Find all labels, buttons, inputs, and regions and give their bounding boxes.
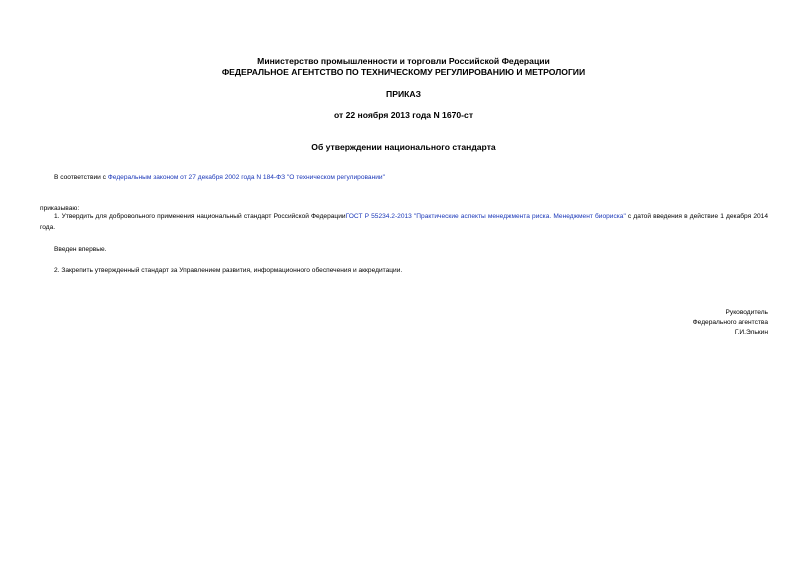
gost-standard-link[interactable]: ГОСТ Р 55234.2-2013 "Практические аспекты менеджмента риска. Менеджмент биориска" [345,213,626,220]
item-1-prefix: 1. Утвердить для добровольного применения национальный стандарт Российской Федерации [54,213,346,220]
ministry-title: Министерство промышленности и торговли Российской Федерации [257,56,550,66]
document-type: ПРИКАЗ [386,89,421,99]
item-1-paragraph [40,212,768,233]
signature-position-line-2: Федерального агентства [692,319,768,326]
signature-name: Г.И.Элькин [734,329,768,336]
agency-title: ФЕДЕРАЛЬНОЕ АГЕНТСТВО ПО ТЕХНИЧЕСКОМУ РЕГУЛИРОВАНИЮ И МЕТРОЛОГИИ [221,67,586,77]
order-word: приказываю: [40,205,80,212]
introduced-note: Введен впервые. [54,246,107,253]
signature-position-line-1: Руководитель [725,309,768,316]
item-2-paragraph: 2. Закрепить утвержденный стандарт за Управлением развития, информационного обеспечения и аккредитации. [54,267,403,274]
intro-paragraph [54,173,385,182]
document-subject: Об утверждении национального стандарта [311,142,496,152]
federal-law-link[interactable]: Федеральным законом от 27 декабря 2002 года N 184-ФЗ "О техническом регулировании" [107,174,385,181]
intro-prefix: В соответствии с [54,174,108,181]
item-1-suffix: с датой введения в действие 1 декабря 2014 года. [40,213,768,231]
document-date-number: от 22 ноября 2013 года N 1670-ст [333,110,474,120]
